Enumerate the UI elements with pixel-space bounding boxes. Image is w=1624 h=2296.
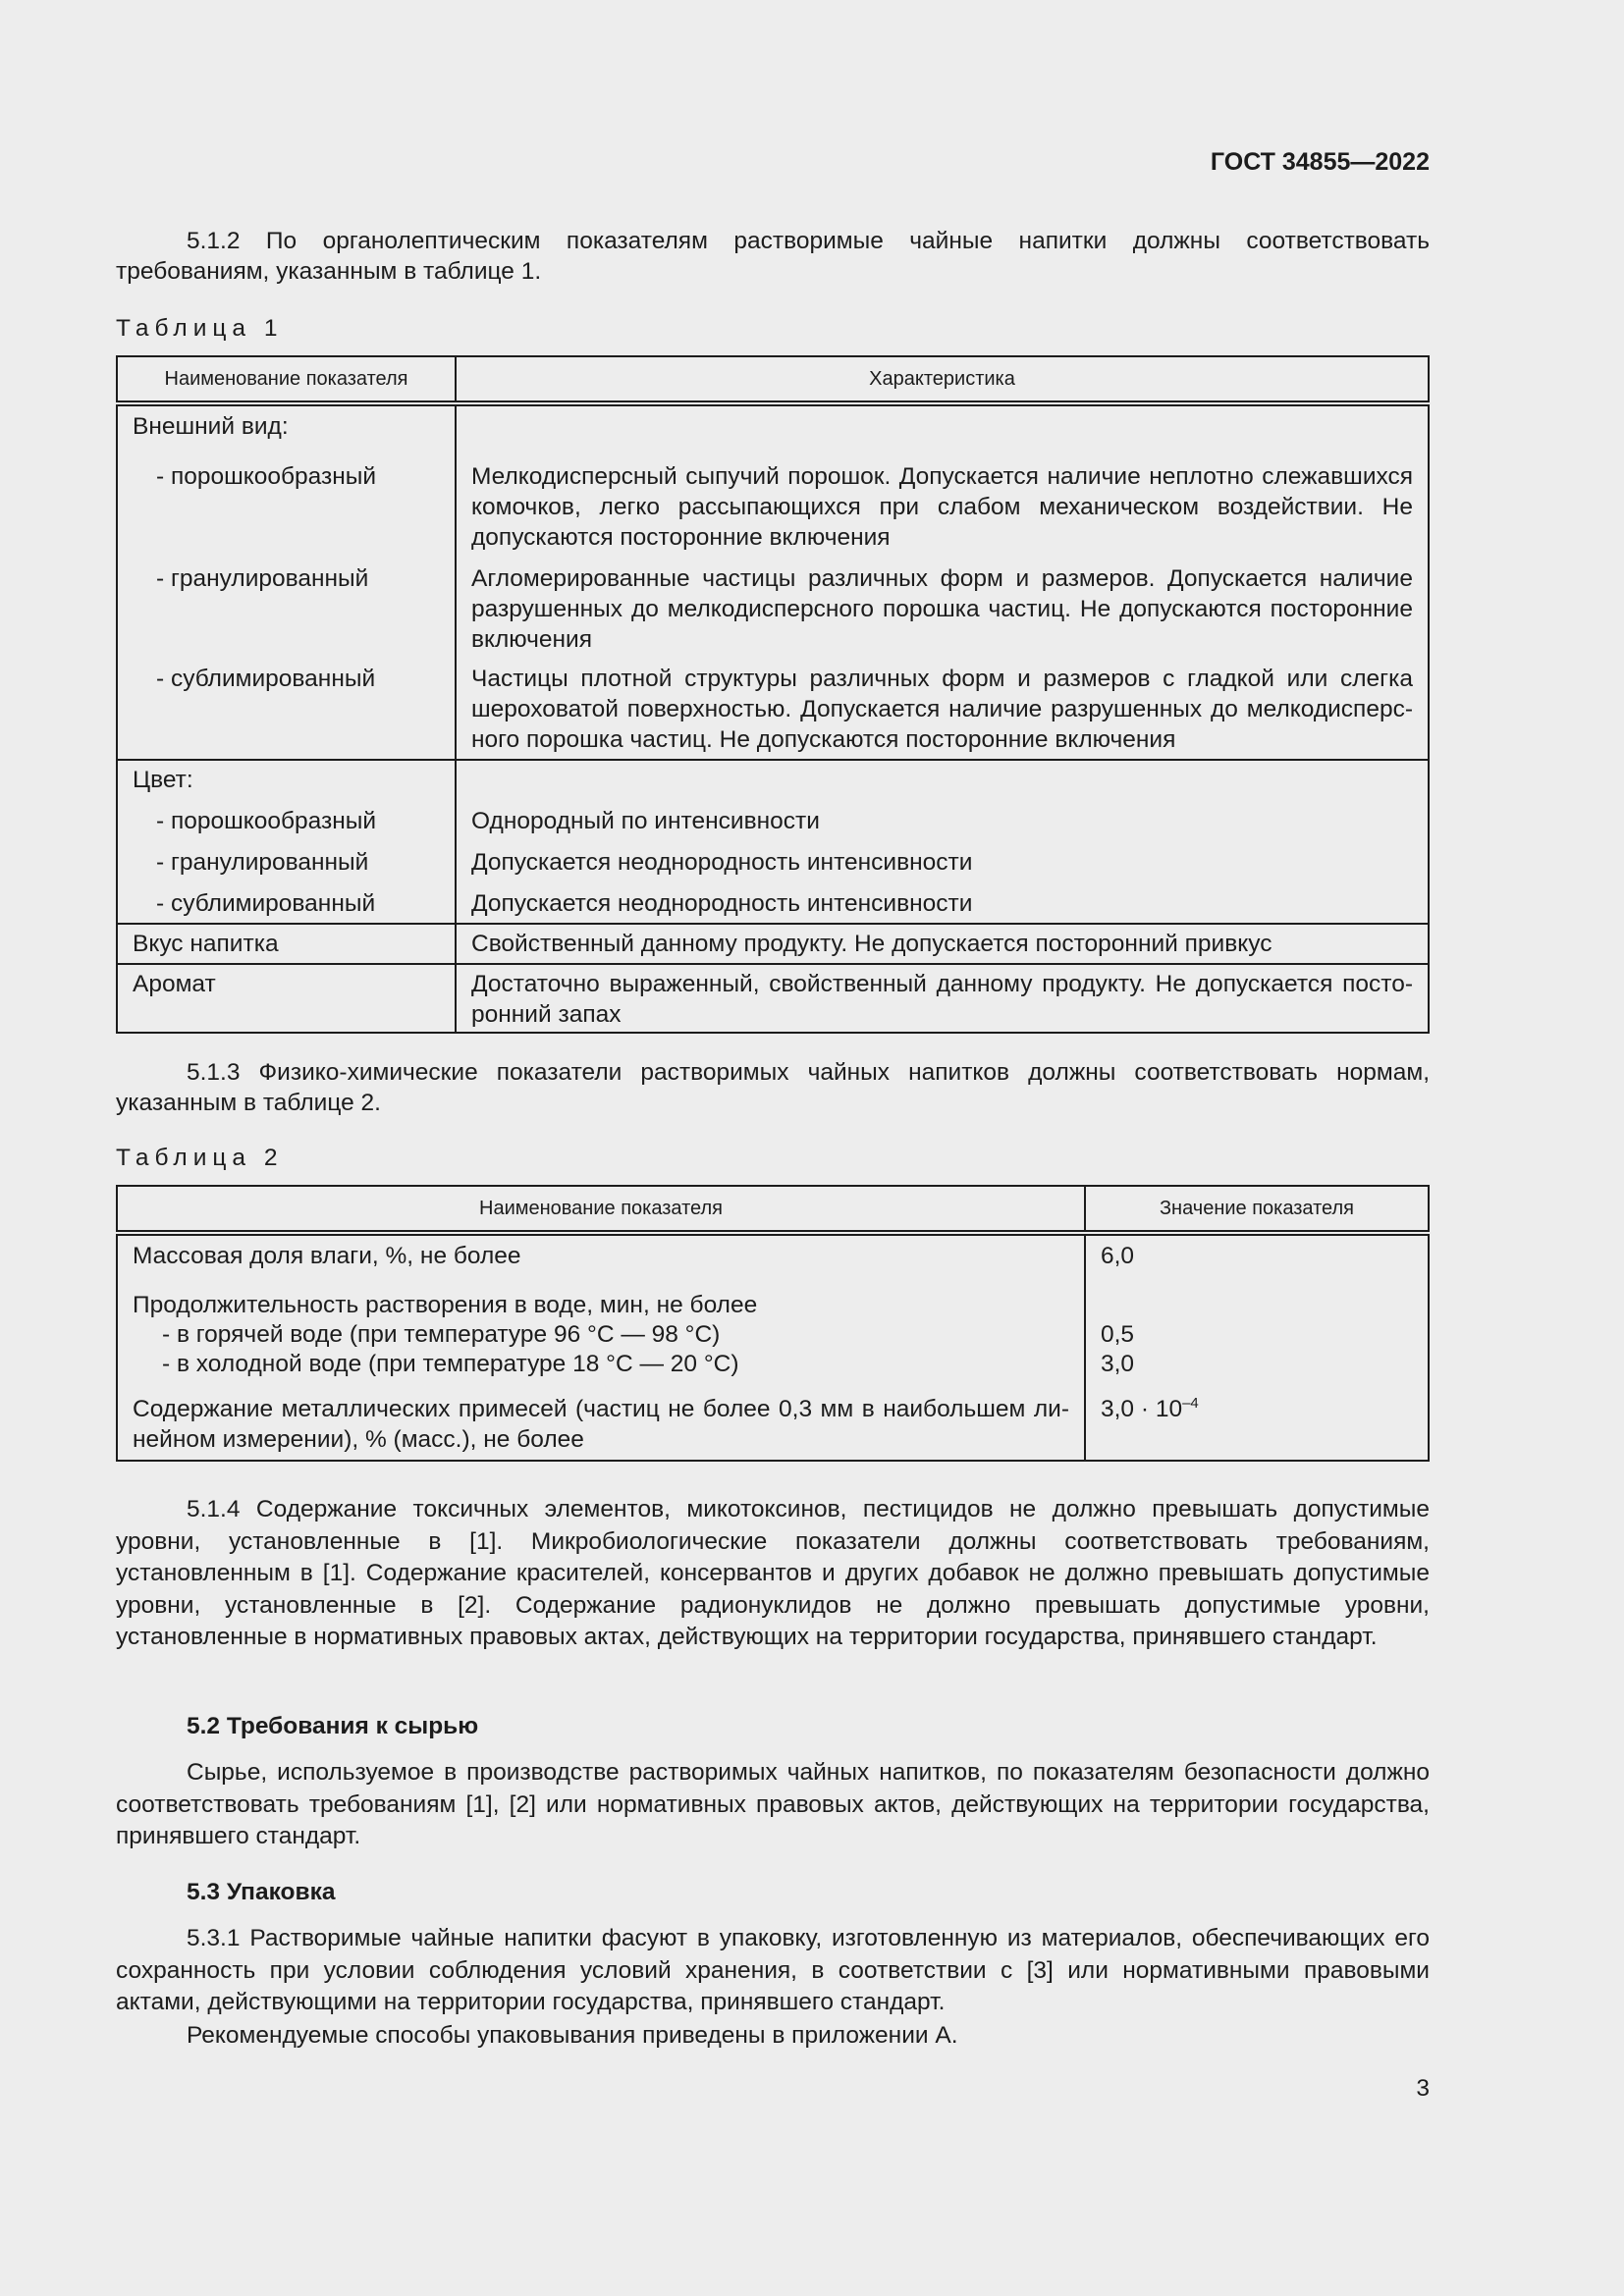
paragraph-5-1-3: 5.1.3 Физико-химические показатели растворимых чайных напитков должны соответствовать нормам, указанным в таблице 2. — [116, 1059, 1430, 1116]
appearance-value-sublimated: Частицы плотной структуры различных форм и размеров с гладкой или слегка шероховатой поверхностью. Допускается наличие разрушенных до мелкодисперсного порошка частиц. Не допускаются посторонние включения — [471, 666, 1413, 753]
table1-row-color — [117, 760, 1429, 924]
metal-value-base: 3,0 · 10 — [1101, 1396, 1183, 1422]
dissolution-hot-value: 0,5 — [1101, 1321, 1135, 1348]
aroma-value: Достаточно выраженный, свойственный данному продукту. Не допускается посторонний запах — [456, 964, 1429, 1033]
appearance-value-granulated: Агломерированные частицы различных форм и размеров. Допускается наличие разрушенных до мелкодисперсного порошка частиц. Не допускаются посторонние включения — [471, 565, 1413, 653]
metal-name: Содержание металлических примесей (частиц не более 0,3 мм в наибольшем линейном измерении), % (масс.), не более — [133, 1396, 1069, 1453]
section-5-3-heading: 5.3 Упаковка — [187, 1879, 336, 1905]
dissolution-name: Продолжительность растворения в воде, мин, не более — [133, 1292, 758, 1318]
table1 — [116, 355, 1430, 1034]
color-label: Цвет: — [133, 767, 193, 793]
color-name-powder: - порошкообразный — [156, 808, 377, 834]
moisture-value: 6,0 — [1101, 1243, 1135, 1269]
table1-row-appearance — [117, 403, 1429, 760]
metal-value — [1101, 1394, 1413, 1424]
page-number: 3 — [1416, 2075, 1430, 2102]
standard-header: ГОСТ 34855—2022 — [1210, 148, 1430, 176]
dissolution-cold-value: 3,0 — [1101, 1351, 1135, 1377]
table2-header-value: Значение показателя — [1085, 1186, 1429, 1233]
color-name-sublimated: - сублимированный — [156, 890, 376, 917]
table1-header-characteristic: Характеристика — [456, 356, 1429, 403]
table1-row-aroma — [117, 964, 1429, 1033]
section-5-2-heading: 5.2 Требования к сырью — [187, 1713, 479, 1739]
paragraph-5-1-2: 5.1.2 По органолептическим показателям растворимые чайные напитки должны соответствовать требованиям, указанным в таблице 1. — [116, 228, 1430, 285]
table1-row-taste — [117, 924, 1429, 964]
color-value-powder: Однородный по интенсивности — [471, 808, 820, 834]
taste-value: Свойственный данному продукту. Не допускается посторонний привкус — [456, 924, 1429, 964]
table2-body — [117, 1233, 1429, 1461]
appearance-value-powder: Мелкодисперсный сыпучий порошок. Допускается наличие неплотно слежавшихся комочков, легко рассыпающихся при слабом механическом воздействии. Не допускаются посторонние включения — [471, 463, 1413, 551]
table1-header-name: Наименование показателя — [117, 356, 456, 403]
table2-header-name: Наименование показателя — [117, 1186, 1085, 1233]
paragraph-5-1-4: 5.1.4 Содержание токсичных элементов, микотоксинов, пестицидов не должно превышать допустимые уровни, установленные в [1]. Микробиологические показатели должны соответствовать требованиям, установленным в [1]. Содержание красителей, консервантов и других добавок не должно превышать допустимые уровни, установленные в [2]. Содержание радионуклидов не должно превышать допустимые уровни, установленные в нормативных правовых актах, действующих на территории государства, принявшего стандарт. — [116, 1496, 1430, 1650]
taste-name: Вкус напитка — [117, 924, 456, 964]
packaging-recommendation: Рекомендуемые способы упаковывания приведены в приложении А. — [187, 2022, 958, 2049]
appearance-name-powder: - порошкообразный — [156, 463, 377, 490]
appearance-label: Внешний вид: — [133, 413, 289, 440]
section-5-2-text: Сырье, используемое в производстве растворимых чайных напитков, по показателям безопасности должно соответствовать требованиям [1], [2] или нормативных правовых актов, действующих на территории государства, принявшего стандарт. — [116, 1759, 1430, 1849]
metal-value-exponent: –4 — [1182, 1394, 1199, 1412]
dissolution-cold-name: - в холодной воде (при температуре 18 °С — 20 °С) — [162, 1351, 739, 1377]
table1-caption: Таблица 1 — [116, 315, 284, 342]
color-value-granulated: Допускается неоднородность интенсивности — [471, 849, 973, 876]
color-name-granulated: - гранулированный — [156, 849, 369, 876]
moisture-name: Массовая доля влаги, %, не более — [133, 1243, 521, 1269]
color-value-sublimated: Допускается неоднородность интенсивности — [471, 890, 973, 917]
table2 — [116, 1185, 1430, 1462]
table2-caption: Таблица 2 — [116, 1145, 284, 1171]
appearance-name-sublimated: - сублимированный — [156, 666, 376, 692]
dissolution-hot-name: - в горячей воде (при температуре 96 °С — 98 °С) — [162, 1321, 721, 1348]
aroma-name: Аромат — [117, 964, 456, 1033]
paragraph-5-3-1: 5.3.1 Растворимые чайные напитки фасуют в упаковку, изготовленную из материалов, обеспечивающих его сохранность при условии соблюдения условий хранения, в соответствии с [3] или нормативными правовыми актами, действующими на территории государства, принявшего стандарт. — [116, 1925, 1430, 2015]
appearance-name-granulated: - гранулированный — [156, 565, 369, 592]
